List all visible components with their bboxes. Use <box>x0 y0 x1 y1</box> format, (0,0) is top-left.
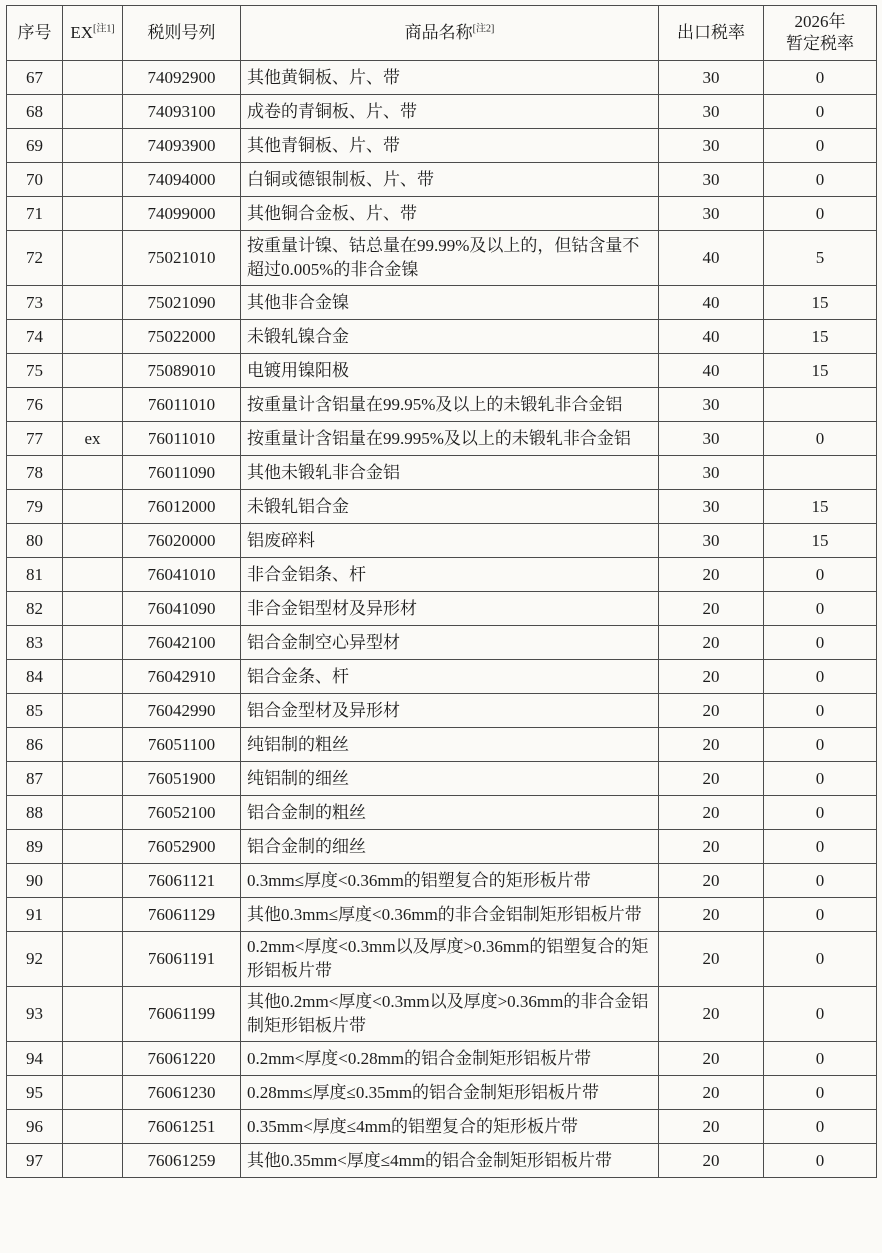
table-row <box>7 796 877 830</box>
cell-ex <box>63 388 123 422</box>
cell-provisional-rate: 0 <box>764 728 877 762</box>
cell-export-rate: 20 <box>659 728 764 762</box>
cell-code: 76011010 <box>123 388 241 422</box>
cell-code: 76061259 <box>123 1144 241 1178</box>
table-row <box>7 456 877 490</box>
cell-ex <box>63 95 123 129</box>
cell-provisional-rate: 0 <box>764 694 877 728</box>
cell-name: 电镀用镍阳极 <box>241 354 659 388</box>
cell-export-rate: 20 <box>659 898 764 932</box>
cell-provisional-rate: 0 <box>764 95 877 129</box>
cell-provisional-rate <box>764 388 877 422</box>
table-header <box>7 6 877 61</box>
cell-provisional-rate: 0 <box>764 1144 877 1178</box>
cell-name: 成卷的青铜板、片、带 <box>241 95 659 129</box>
cell-seq: 73 <box>7 286 63 320</box>
cell-seq: 78 <box>7 456 63 490</box>
cell-provisional-rate: 0 <box>764 830 877 864</box>
cell-code: 76061121 <box>123 864 241 898</box>
cell-name: 白铜或德银制板、片、带 <box>241 163 659 197</box>
cell-provisional-rate: 0 <box>764 163 877 197</box>
cell-seq: 82 <box>7 592 63 626</box>
cell-seq: 75 <box>7 354 63 388</box>
cell-code: 74099000 <box>123 197 241 231</box>
cell-code: 75021090 <box>123 286 241 320</box>
cell-seq: 91 <box>7 898 63 932</box>
cell-name: 纯铝制的粗丝 <box>241 728 659 762</box>
cell-export-rate: 20 <box>659 762 764 796</box>
cell-ex <box>63 898 123 932</box>
cell-code: 75022000 <box>123 320 241 354</box>
header-provisional-rate <box>764 6 877 61</box>
cell-provisional-rate: 0 <box>764 864 877 898</box>
header-provisional-line2: 暂定税率 <box>786 34 854 53</box>
cell-provisional-rate: 0 <box>764 1076 877 1110</box>
header-row <box>7 6 877 61</box>
cell-provisional-rate: 15 <box>764 524 877 558</box>
cell-export-rate: 20 <box>659 796 764 830</box>
cell-provisional-rate: 0 <box>764 592 877 626</box>
cell-name: 其他青铜板、片、带 <box>241 129 659 163</box>
cell-provisional-rate: 15 <box>764 286 877 320</box>
table-row <box>7 231 877 286</box>
cell-provisional-rate: 5 <box>764 231 877 286</box>
cell-ex <box>63 694 123 728</box>
cell-name: 其他0.2mm<厚度<0.3mm以及厚度>0.36mm的非合金铝制矩形铝板片带 <box>241 987 659 1042</box>
header-name-label: 商品名称 <box>404 23 473 42</box>
cell-name: 铝合金制空心异型材 <box>241 626 659 660</box>
cell-seq: 90 <box>7 864 63 898</box>
cell-name: 铝合金条、杆 <box>241 660 659 694</box>
cell-ex <box>63 864 123 898</box>
cell-provisional-rate: 0 <box>764 932 877 987</box>
header-seq-label: 序号 <box>17 23 52 42</box>
cell-export-rate: 40 <box>659 286 764 320</box>
cell-ex <box>63 558 123 592</box>
cell-seq: 77 <box>7 422 63 456</box>
cell-ex <box>63 456 123 490</box>
header-ex <box>63 6 123 61</box>
table-row <box>7 1076 877 1110</box>
cell-provisional-rate: 15 <box>764 354 877 388</box>
cell-export-rate: 20 <box>659 864 764 898</box>
table-row <box>7 320 877 354</box>
cell-seq: 85 <box>7 694 63 728</box>
cell-code: 75089010 <box>123 354 241 388</box>
table-row <box>7 728 877 762</box>
table-row <box>7 129 877 163</box>
header-ex-label: EX <box>70 23 93 42</box>
cell-name: 按重量计含铝量在99.95%及以上的未锻轧非合金铝 <box>241 388 659 422</box>
cell-ex <box>63 1144 123 1178</box>
cell-ex <box>63 61 123 95</box>
cell-name: 非合金铝型材及异形材 <box>241 592 659 626</box>
cell-ex <box>63 129 123 163</box>
cell-name: 未锻轧镍合金 <box>241 320 659 354</box>
cell-seq: 97 <box>7 1144 63 1178</box>
cell-export-rate: 20 <box>659 660 764 694</box>
tariff-table <box>6 5 877 1178</box>
table-row <box>7 987 877 1042</box>
cell-export-rate: 20 <box>659 592 764 626</box>
cell-export-rate: 30 <box>659 163 764 197</box>
cell-code: 76061129 <box>123 898 241 932</box>
cell-provisional-rate: 0 <box>764 987 877 1042</box>
cell-export-rate: 20 <box>659 558 764 592</box>
cell-provisional-rate: 0 <box>764 558 877 592</box>
table-row <box>7 558 877 592</box>
cell-name: 0.35mm<厚度≤4mm的铝塑复合的矩形板片带 <box>241 1110 659 1144</box>
cell-export-rate: 20 <box>659 694 764 728</box>
cell-code: 76061191 <box>123 932 241 987</box>
cell-code: 76061220 <box>123 1042 241 1076</box>
cell-export-rate: 20 <box>659 987 764 1042</box>
cell-name: 其他未锻轧非合金铝 <box>241 456 659 490</box>
cell-export-rate: 20 <box>659 1042 764 1076</box>
table-row <box>7 660 877 694</box>
cell-name: 铝合金制的细丝 <box>241 830 659 864</box>
cell-code: 76012000 <box>123 490 241 524</box>
cell-seq: 70 <box>7 163 63 197</box>
cell-provisional-rate: 0 <box>764 660 877 694</box>
cell-seq: 71 <box>7 197 63 231</box>
cell-seq: 88 <box>7 796 63 830</box>
cell-code: 76042910 <box>123 660 241 694</box>
table-row <box>7 864 877 898</box>
cell-code: 74094000 <box>123 163 241 197</box>
table-row <box>7 830 877 864</box>
table-row <box>7 388 877 422</box>
cell-seq: 92 <box>7 932 63 987</box>
cell-seq: 72 <box>7 231 63 286</box>
cell-name: 其他非合金镍 <box>241 286 659 320</box>
cell-seq: 68 <box>7 95 63 129</box>
cell-ex <box>63 728 123 762</box>
cell-code: 76042990 <box>123 694 241 728</box>
cell-ex <box>63 1110 123 1144</box>
cell-ex <box>63 524 123 558</box>
cell-code: 76020000 <box>123 524 241 558</box>
cell-seq: 84 <box>7 660 63 694</box>
cell-seq: 95 <box>7 1076 63 1110</box>
cell-seq: 67 <box>7 61 63 95</box>
cell-ex <box>63 197 123 231</box>
cell-seq: 69 <box>7 129 63 163</box>
header-name <box>241 6 659 61</box>
cell-name: 其他0.35mm<厚度≤4mm的铝合金制矩形铝板片带 <box>241 1144 659 1178</box>
cell-name: 按重量计含铝量在99.995%及以上的未锻轧非合金铝 <box>241 422 659 456</box>
cell-name: 铝废碎料 <box>241 524 659 558</box>
cell-seq: 93 <box>7 987 63 1042</box>
cell-code: 76051100 <box>123 728 241 762</box>
cell-name: 其他铜合金板、片、带 <box>241 197 659 231</box>
cell-ex <box>63 1076 123 1110</box>
cell-seq: 94 <box>7 1042 63 1076</box>
cell-provisional-rate: 0 <box>764 626 877 660</box>
cell-name: 纯铝制的细丝 <box>241 762 659 796</box>
cell-export-rate: 30 <box>659 456 764 490</box>
cell-name: 按重量计镍、钴总量在99.99%及以上的，但钴含量不超过0.005%的非合金镍 <box>241 231 659 286</box>
cell-export-rate: 20 <box>659 1110 764 1144</box>
cell-ex <box>63 163 123 197</box>
cell-code: 76011010 <box>123 422 241 456</box>
header-export-rate <box>659 6 764 61</box>
cell-seq: 96 <box>7 1110 63 1144</box>
cell-ex <box>63 660 123 694</box>
header-code <box>123 6 241 61</box>
header-provisional-line1: 2026年 <box>794 12 846 31</box>
cell-code: 74093100 <box>123 95 241 129</box>
cell-code: 76052100 <box>123 796 241 830</box>
cell-seq: 74 <box>7 320 63 354</box>
cell-export-rate: 20 <box>659 830 764 864</box>
cell-seq: 76 <box>7 388 63 422</box>
cell-code: 76061251 <box>123 1110 241 1144</box>
cell-provisional-rate: 0 <box>764 796 877 830</box>
cell-seq: 86 <box>7 728 63 762</box>
cell-provisional-rate: 0 <box>764 1110 877 1144</box>
table-row <box>7 592 877 626</box>
cell-name: 非合金铝条、杆 <box>241 558 659 592</box>
cell-provisional-rate: 0 <box>764 1042 877 1076</box>
cell-export-rate: 40 <box>659 320 764 354</box>
cell-export-rate: 40 <box>659 354 764 388</box>
cell-ex <box>63 320 123 354</box>
cell-ex: ex <box>63 422 123 456</box>
cell-provisional-rate: 0 <box>764 422 877 456</box>
table-row <box>7 932 877 987</box>
header-code-label: 税则号列 <box>147 23 216 42</box>
cell-code: 74093900 <box>123 129 241 163</box>
cell-export-rate: 20 <box>659 932 764 987</box>
cell-export-rate: 30 <box>659 388 764 422</box>
cell-ex <box>63 490 123 524</box>
cell-ex <box>63 286 123 320</box>
cell-name: 其他0.3mm≤厚度<0.36mm的非合金铝制矩形铝板片带 <box>241 898 659 932</box>
cell-provisional-rate: 0 <box>764 898 877 932</box>
cell-seq: 83 <box>7 626 63 660</box>
cell-export-rate: 30 <box>659 524 764 558</box>
table-body <box>7 61 877 1178</box>
cell-export-rate: 20 <box>659 1076 764 1110</box>
cell-ex <box>63 592 123 626</box>
cell-code: 76041010 <box>123 558 241 592</box>
cell-ex <box>63 796 123 830</box>
cell-seq: 79 <box>7 490 63 524</box>
cell-export-rate: 30 <box>659 61 764 95</box>
cell-code: 76061230 <box>123 1076 241 1110</box>
cell-code: 76061199 <box>123 987 241 1042</box>
cell-export-rate: 30 <box>659 490 764 524</box>
cell-code: 76041090 <box>123 592 241 626</box>
cell-code: 76052900 <box>123 830 241 864</box>
cell-name: 铝合金型材及异形材 <box>241 694 659 728</box>
cell-export-rate: 30 <box>659 422 764 456</box>
cell-provisional-rate: 15 <box>764 490 877 524</box>
cell-seq: 87 <box>7 762 63 796</box>
cell-code: 76051900 <box>123 762 241 796</box>
cell-provisional-rate: 0 <box>764 762 877 796</box>
cell-name: 其他黄铜板、片、带 <box>241 61 659 95</box>
table-row <box>7 422 877 456</box>
header-ex-note: [注1] <box>93 23 115 35</box>
table-row <box>7 626 877 660</box>
cell-ex <box>63 987 123 1042</box>
table-row <box>7 1110 877 1144</box>
table-row <box>7 163 877 197</box>
cell-ex <box>63 231 123 286</box>
header-name-note: [注2] <box>472 23 495 35</box>
cell-export-rate: 30 <box>659 95 764 129</box>
cell-provisional-rate: 0 <box>764 129 877 163</box>
cell-ex <box>63 762 123 796</box>
cell-provisional-rate: 0 <box>764 197 877 231</box>
table-row <box>7 95 877 129</box>
cell-ex <box>63 932 123 987</box>
table-row <box>7 354 877 388</box>
cell-ex <box>63 830 123 864</box>
cell-name: 0.2mm<厚度<0.3mm以及厚度>0.36mm的铝塑复合的矩形铝板片带 <box>241 932 659 987</box>
cell-name: 0.3mm≤厚度<0.36mm的铝塑复合的矩形板片带 <box>241 864 659 898</box>
cell-ex <box>63 1042 123 1076</box>
cell-name: 铝合金制的粗丝 <box>241 796 659 830</box>
table-row <box>7 490 877 524</box>
header-seq <box>7 6 63 61</box>
cell-seq: 89 <box>7 830 63 864</box>
cell-export-rate: 30 <box>659 129 764 163</box>
cell-export-rate: 40 <box>659 231 764 286</box>
cell-code: 76011090 <box>123 456 241 490</box>
table-row <box>7 61 877 95</box>
cell-code: 76042100 <box>123 626 241 660</box>
cell-provisional-rate: 15 <box>764 320 877 354</box>
table-row <box>7 1144 877 1178</box>
header-export-rate-label: 出口税率 <box>677 23 745 42</box>
table-row <box>7 524 877 558</box>
cell-name: 0.2mm<厚度<0.28mm的铝合金制矩形铝板片带 <box>241 1042 659 1076</box>
table-row <box>7 197 877 231</box>
cell-export-rate: 20 <box>659 626 764 660</box>
cell-provisional-rate: 0 <box>764 61 877 95</box>
cell-seq: 81 <box>7 558 63 592</box>
cell-provisional-rate <box>764 456 877 490</box>
table-row <box>7 286 877 320</box>
cell-export-rate: 30 <box>659 197 764 231</box>
table-row <box>7 1042 877 1076</box>
table-row <box>7 762 877 796</box>
cell-seq: 80 <box>7 524 63 558</box>
cell-name: 未锻轧铝合金 <box>241 490 659 524</box>
table-row <box>7 898 877 932</box>
cell-export-rate: 20 <box>659 1144 764 1178</box>
cell-name: 0.28mm≤厚度≤0.35mm的铝合金制矩形铝板片带 <box>241 1076 659 1110</box>
cell-code: 75021010 <box>123 231 241 286</box>
cell-ex <box>63 626 123 660</box>
table-row <box>7 694 877 728</box>
cell-ex <box>63 354 123 388</box>
cell-code: 74092900 <box>123 61 241 95</box>
